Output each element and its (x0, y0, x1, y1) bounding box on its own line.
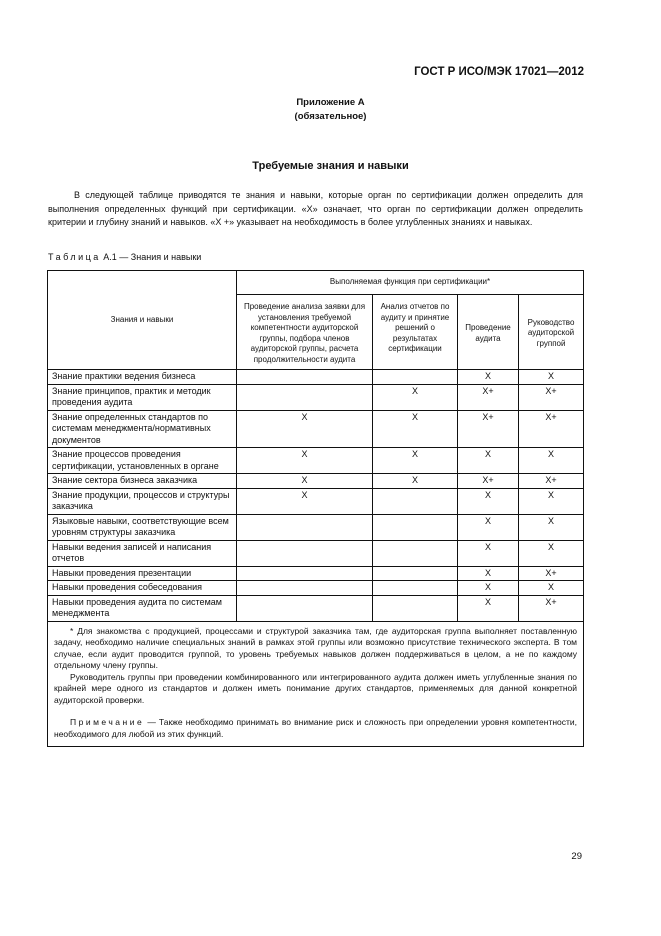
row-mark (373, 370, 458, 385)
row-mark: X+ (458, 474, 519, 489)
row-mark: X (458, 448, 519, 474)
row-mark (237, 540, 373, 566)
table-caption-rest: А.1 — Знания и навыки (100, 252, 202, 262)
row-mark (237, 514, 373, 540)
section-title: Требуемые знания и навыки (252, 160, 409, 172)
table-row (48, 595, 584, 621)
table-row (48, 448, 584, 474)
row-knowledge: Знание принципов, практик и методик проведения аудита (48, 384, 237, 410)
header-function-application-review: Проведение анализа заявки для установления требуемой компетентности аудиторской группы, подбора членов аудиторской группы, расчета продолжительности аудита (237, 295, 373, 370)
table-row (48, 384, 584, 410)
intro-paragraph: В следующей таблице приводятся те знания и навыки, которые орган по сертификации должен определить для выполнения определенных функций при сертификации. «X» означает, что орган по сертификации должен определить критерии и глубину знаний и навыков. «X +» указывает на необходимость в более углубленных знаниях и навыках. (48, 190, 583, 227)
appendix-heading (0, 96, 661, 124)
row-knowledge: Знание определенных стандартов по системам менеджмента/нормативных документов (48, 410, 237, 448)
row-mark: X (458, 370, 519, 385)
row-mark: X+ (519, 566, 584, 581)
appendix-status: (обязательное) (294, 111, 367, 122)
row-knowledge: Навыки проведения презентации (48, 566, 237, 581)
row-knowledge: Языковые навыки, соответствующие всем уровням структуры заказчика (48, 514, 237, 540)
knowledge-skills-table (47, 270, 584, 747)
footnote-star: * Для знакомства с продукцией, процессами и структурой заказчика там, где аудиторская группа выполняет поставленную задачу, необходимо наличие специальных знаний в рамках этой группы или возможно присутствие технического эксперта. В том случае, если аудит проводится группой, то уровень требуемых навыков должен поддерживаться в целом, а не по каждому отдельному члену группы. (54, 625, 578, 670)
note-prefix: Примечание (70, 717, 145, 727)
header-function-auditing: Проведение аудита (458, 295, 519, 370)
table-row (48, 488, 584, 514)
table-footnote-row (48, 621, 584, 747)
row-knowledge: Навыки ведения записей и написания отчетов (48, 540, 237, 566)
table-row (48, 474, 584, 489)
footnote-team-leader: Руководитель группы при проведении комбинированного или интегрированного аудита должен иметь углубленные знания по крайней мере одного из стандартов и должен иметь понимание других стандартов, применяемых для данной конкретной аудиторской проверки. (54, 671, 578, 705)
row-mark: X (373, 474, 458, 489)
row-mark: X (237, 488, 373, 514)
page-number: 29 (571, 851, 582, 862)
row-mark: X (458, 540, 519, 566)
header-function-team-leading: Руководство аудиторской группой (519, 295, 584, 370)
row-mark (237, 370, 373, 385)
row-mark: X (237, 474, 373, 489)
row-mark (237, 566, 373, 581)
row-mark: X+ (458, 410, 519, 448)
row-mark: X (519, 488, 584, 514)
row-mark: X (458, 595, 519, 621)
row-mark: X (519, 540, 584, 566)
row-knowledge: Знание практики ведения бизнеса (48, 370, 237, 385)
row-mark: X (237, 448, 373, 474)
row-mark: X (373, 448, 458, 474)
table-note (54, 717, 577, 740)
table-row (48, 581, 584, 596)
row-mark (237, 595, 373, 621)
row-mark: X (519, 448, 584, 474)
row-mark (373, 595, 458, 621)
header-knowledge: Знания и навыки (48, 271, 237, 370)
header-function-group: Выполняемая функция при сертификации* (237, 271, 584, 295)
row-mark: X (458, 514, 519, 540)
table-row (48, 410, 584, 448)
row-mark (237, 384, 373, 410)
appendix-title: Приложение А (296, 97, 365, 108)
row-mark (373, 488, 458, 514)
row-mark: X (519, 370, 584, 385)
row-mark: X (237, 410, 373, 448)
table-row (48, 540, 584, 566)
row-knowledge: Знание процессов проведения сертификации, установленных в органе (48, 448, 237, 474)
document-code: ГОСТ Р ИСО/МЭК 17021—2012 (414, 66, 584, 78)
table-caption (48, 252, 201, 262)
header-function-report-review: Анализ отчетов по аудиту и принятие решений о результатах сертификации (373, 295, 458, 370)
row-mark (237, 581, 373, 596)
row-mark (373, 540, 458, 566)
row-mark: X (373, 384, 458, 410)
table-row (48, 514, 584, 540)
row-mark: X+ (519, 410, 584, 448)
row-knowledge: Навыки проведения собеседования (48, 581, 237, 596)
row-mark: X (519, 514, 584, 540)
row-knowledge: Знание продукции, процессов и структуры заказчика (48, 488, 237, 514)
row-mark: X+ (519, 474, 584, 489)
row-mark: X (519, 581, 584, 596)
row-mark (373, 581, 458, 596)
row-mark: X+ (458, 384, 519, 410)
row-mark: X (458, 566, 519, 581)
table-caption-prefix: Таблица (48, 252, 101, 262)
row-mark (373, 566, 458, 581)
row-mark: X+ (519, 595, 584, 621)
row-mark: X (373, 410, 458, 448)
table-footnotes (48, 621, 584, 747)
row-mark: X+ (519, 384, 584, 410)
table-row (48, 566, 584, 581)
note-text: — Также необходимо принимать во внимание риск и сложность при определении уровня компетентности, необходимого для любой из этих функций. (54, 717, 578, 739)
row-knowledge: Знание сектора бизнеса заказчика (48, 474, 237, 489)
table-row (48, 370, 584, 385)
row-mark: X (458, 488, 519, 514)
row-knowledge: Навыки проведения аудита по системам менеджмента (48, 595, 237, 621)
row-mark: X (458, 581, 519, 596)
row-mark (373, 514, 458, 540)
